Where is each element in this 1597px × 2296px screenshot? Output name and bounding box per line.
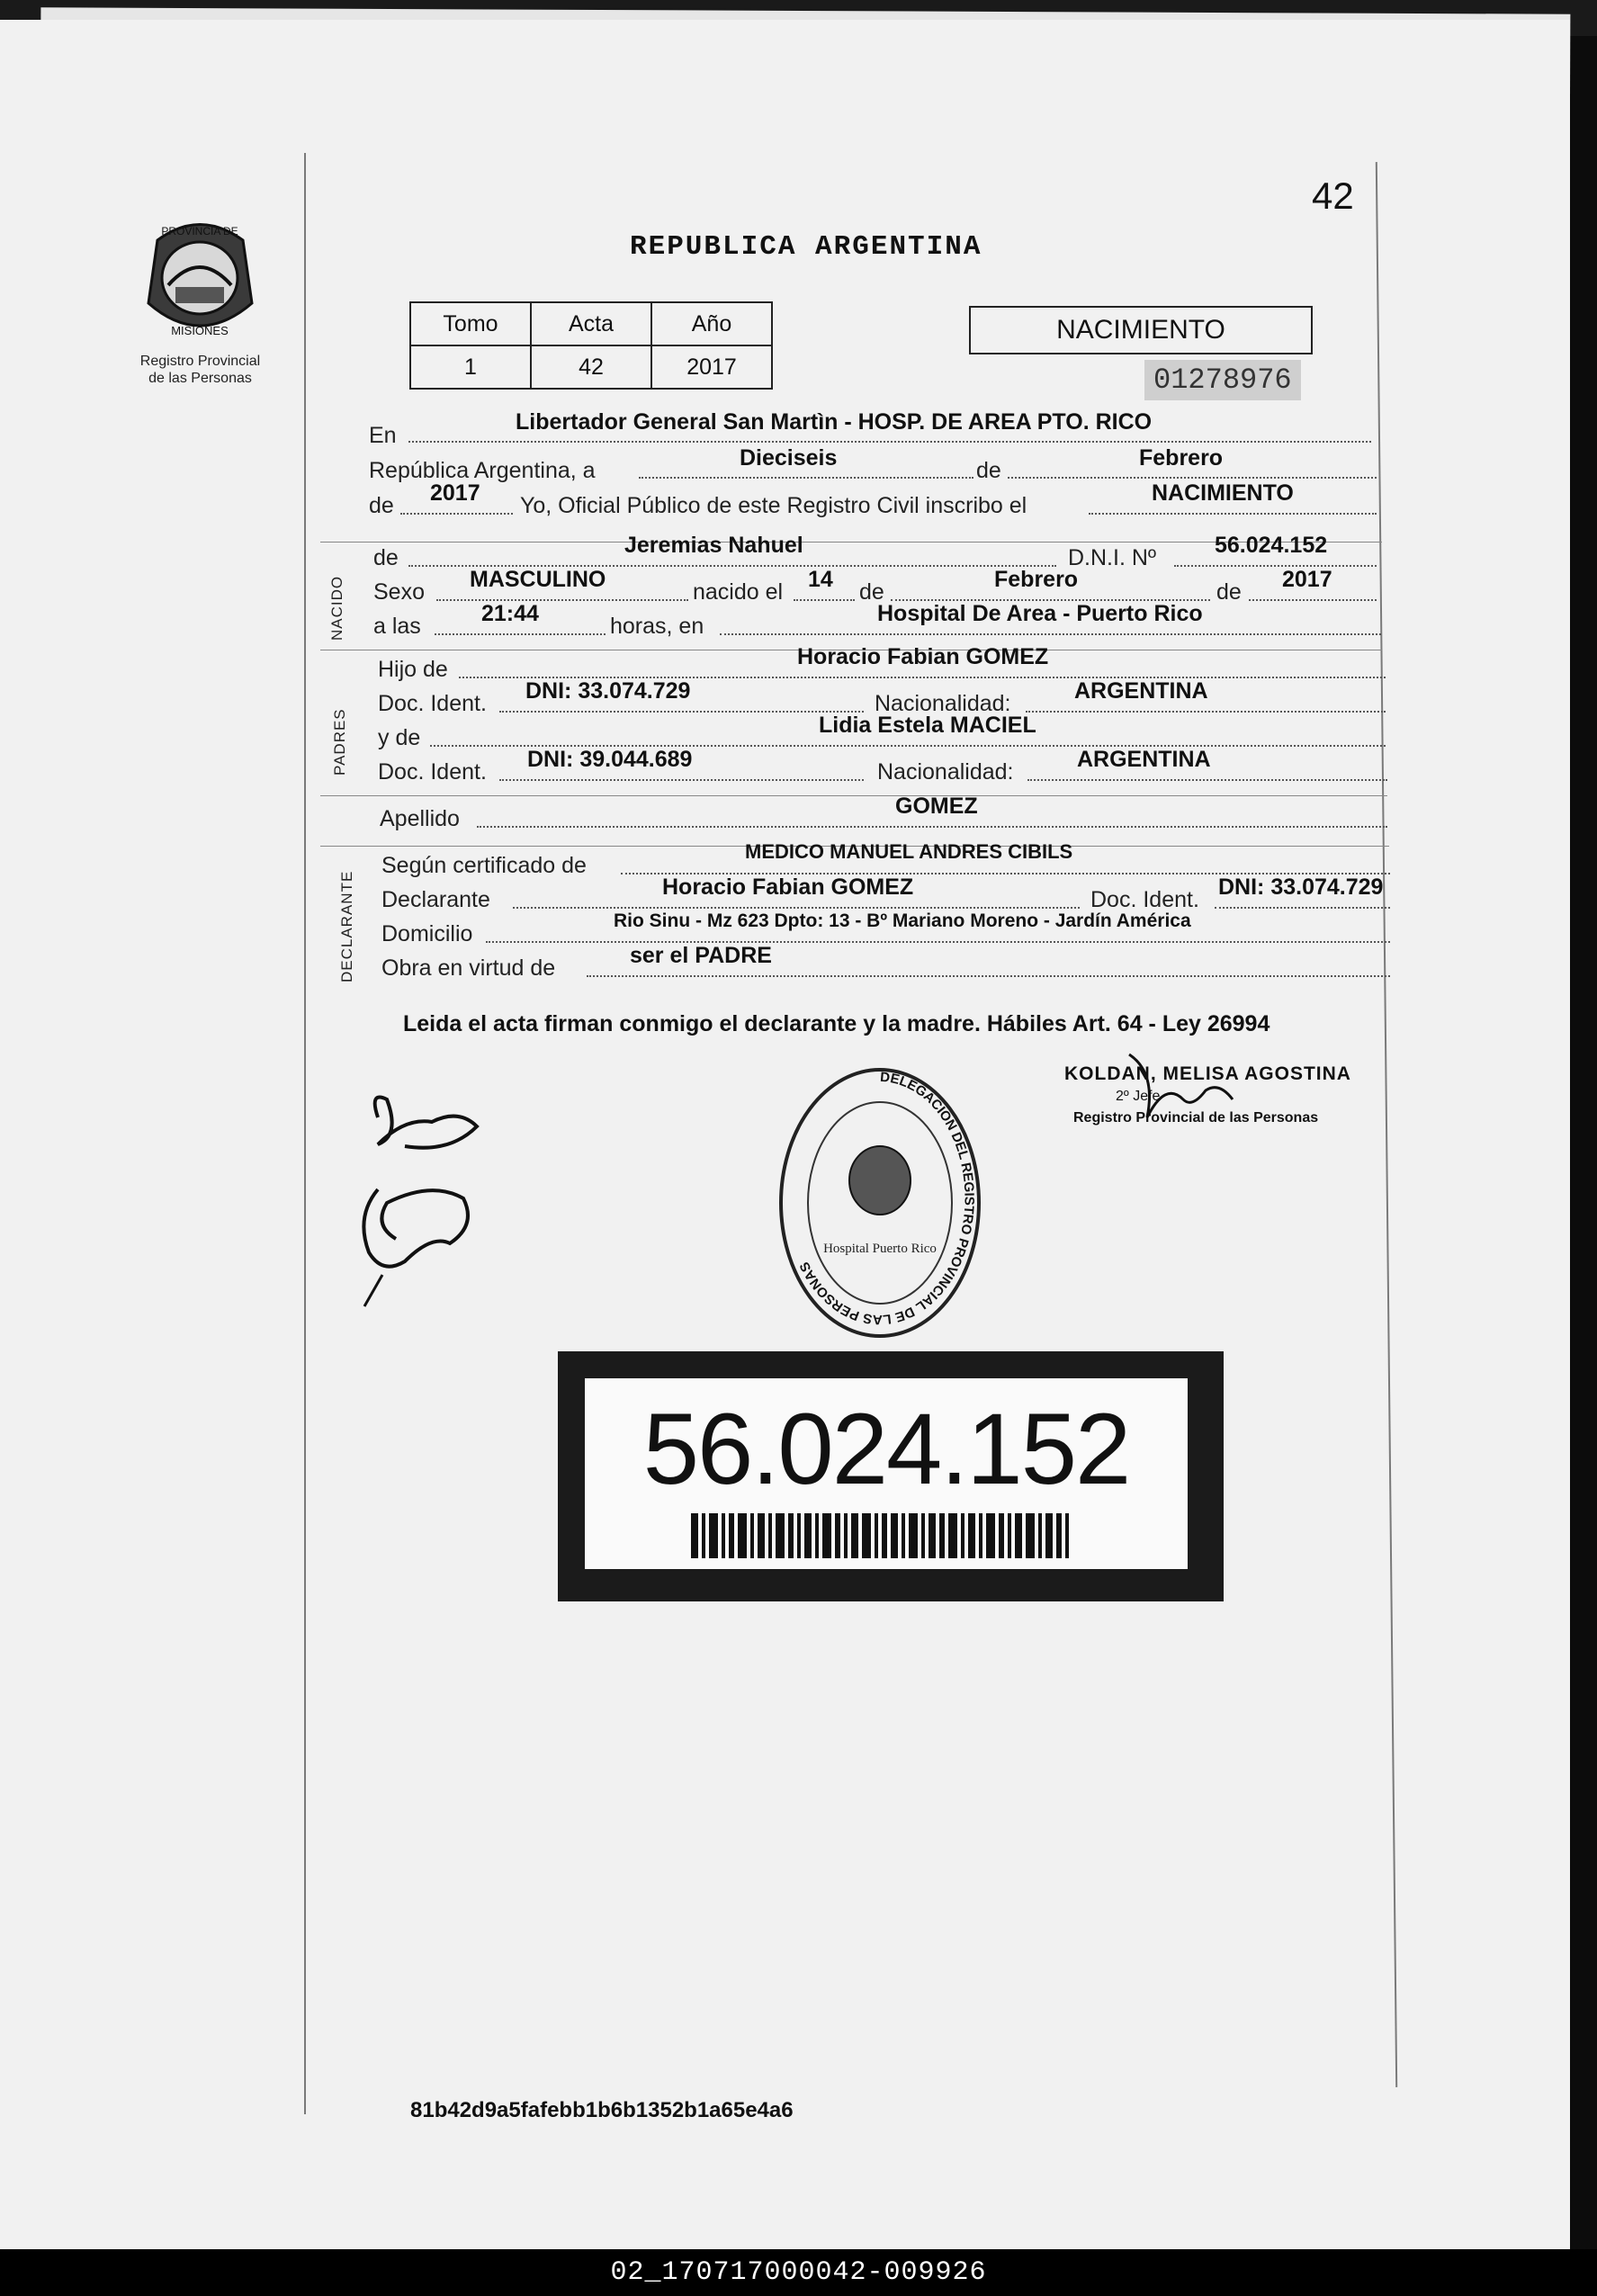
dotted-line	[1174, 565, 1377, 567]
seal-label: Registro Provincial de las Personas	[139, 354, 261, 386]
officer-office: Registro Provincial de las Personas	[1073, 1110, 1319, 1126]
page-title: REPUBLICA ARGENTINA	[630, 231, 982, 263]
value-padre-doc: DNI: 33.074.729	[525, 678, 691, 704]
value-sexo: MASCULINO	[470, 567, 606, 592]
value-mes-inscripcion: Febrero	[1139, 445, 1224, 471]
value-padre-nac: ARGENTINA	[1074, 678, 1208, 704]
dotted-line	[400, 513, 513, 515]
value-declarante-doc: DNI: 33.074.729	[1218, 874, 1384, 900]
value-dia-nac: 14	[808, 567, 833, 592]
value-hora: 21:44	[481, 601, 539, 626]
official-stamp	[772, 1054, 988, 1351]
value-nombre: Jeremias Nahuel	[624, 533, 803, 558]
value-dni: 56.024.152	[1215, 533, 1328, 558]
table-header: Acta	[531, 302, 651, 345]
document-page: PROVINCIA DE MISIONES Registro Provincial de las Personas 42 REPUBLICA ARGENTINA Tomo Acta Año 1 42 2017 NACIMIENTO 01278976 En Libertador General San Martìn - HOSP. DE AREA PTO. RICO República Argentina, a Dieciseis de Febrero de 2017 Yo, Oficial Público de este Registro Civil inscribo el NACIMIENTO NACIDO de Jeremias Nahuel D.N.I. Nº 56.024.152 Sexo MASCULINO nacido el 14 de Febrero de 2017 a las 21:44 horas, en Hospital De Area - Puerto Rico PADRES Hijo de Horacio Fabian GOMEZ Doc. Ident. DNI: 33.074.729 Nacionalidad: ARGENTINA y de Lidia Estela MACIEL Doc. Ident. DNI: 39.044.689 Nacionalidad: ARGENTINA Apellido GOMEZ DECLARANTE Según certificado de MEDICO MANUEL ANDRES CIBILS Declarante Horacio Fabian GOMEZ Doc. Ident. DNI: 33.074.729 Domicilio Rio Sinu - Mz 623 Dpto: 13 - Bº Mariano Moreno - Jardín América Obra en virtud de ser el PADRE Leida el acta firman conmigo el declarante y la madre. Hábiles Art. 64 - Ley 26994 KOLDAN, MELISA AGOSTINA 2º Jefe Registro Provincial de las Personas DELEGACION DEL REGISTRO PROVINCIAL DE LAS PERSONAS Hospital Puerto Rico 56.024.152 81b42d9a5fafebb1b6b1352b1a65e4a6	[0, 20, 1570, 2251]
value-anio-inscripcion: 2017	[430, 480, 480, 506]
dotted-line	[794, 599, 855, 601]
table-header: Tomo	[410, 302, 531, 345]
page-number: 42	[1312, 175, 1354, 217]
value-padre: Horacio Fabian GOMEZ	[797, 644, 1049, 669]
officer-signature-icon	[1120, 1045, 1246, 1126]
value-lugar: Libertador General San Martìn - HOSP. DE AREA PTO. RICO	[516, 409, 1153, 435]
table-cell: 42	[531, 345, 651, 389]
barcode-number: 56.024.152	[642, 1393, 1130, 1505]
table-cell: 2017	[651, 345, 772, 389]
table-header-row	[410, 302, 772, 345]
dotted-line	[499, 711, 864, 713]
section-divider	[320, 795, 1387, 796]
value-acto: NACIMIENTO	[1152, 480, 1294, 506]
signature-icon	[351, 1081, 531, 1315]
dotted-line	[1026, 711, 1386, 713]
value-apellido: GOMEZ	[895, 794, 978, 819]
table-row	[410, 345, 772, 389]
dotted-line	[1215, 907, 1390, 909]
side-label-declarante: DECLARANTE	[338, 870, 355, 982]
serial-number: 01278976	[1144, 360, 1301, 400]
barcode-inner	[585, 1378, 1188, 1569]
dotted-line	[587, 975, 1390, 977]
value-madre: Lidia Estela MACIEL	[819, 713, 1036, 738]
document-hash: 81b42d9a5fafebb1b6b1352b1a65e4a6	[410, 2098, 794, 2122]
dotted-line	[639, 477, 973, 479]
value-declarante: Horacio Fabian GOMEZ	[662, 874, 914, 900]
officer-name: KOLDAN, MELISA AGOSTINA	[1064, 1063, 1351, 1084]
side-label-nacido: NACIDO	[328, 575, 345, 641]
svg-text:Hospital Puerto Rico: Hospital Puerto Rico	[823, 1242, 937, 1256]
dotted-line	[720, 633, 1381, 635]
left-margin-line	[304, 153, 306, 2114]
svg-text:DELEGACION DEL REGISTRO PROVIN: DELEGACION DEL REGISTRO PROVINCIAL DE LAS PERSONAS	[796, 1069, 977, 1328]
province-seal	[121, 213, 279, 387]
dotted-line	[435, 633, 606, 635]
dotted-line	[1008, 477, 1377, 479]
barcode-label	[558, 1351, 1224, 1601]
value-madre-doc: DNI: 39.044.689	[527, 747, 693, 772]
officer-title: 2º Jefe	[1116, 1089, 1161, 1104]
dotted-line	[477, 826, 1387, 828]
right-margin-line	[1376, 162, 1397, 2087]
tomo-acta-table	[409, 301, 773, 390]
act-type-box: NACIMIENTO	[969, 306, 1313, 354]
dotted-line	[513, 907, 1080, 909]
svg-text:PROVINCIA DE: PROVINCIA DE	[161, 225, 238, 238]
value-madre-nac: ARGENTINA	[1077, 747, 1211, 772]
closing-text: Leida el acta firman conmigo el declarante y la madre. Hábiles Art. 64 - Ley 26994	[403, 1011, 1270, 1036]
dotted-line	[499, 779, 864, 781]
barcode-bars	[691, 1513, 1081, 1558]
value-lugar-nac: Hospital De Area - Puerto Rico	[877, 601, 1203, 626]
table-header: Año	[651, 302, 772, 345]
value-dia-inscripcion: Dieciseis	[740, 445, 838, 471]
value-anio-nac: 2017	[1282, 567, 1332, 592]
value-obra: ser el PADRE	[630, 943, 772, 968]
dotted-line	[436, 599, 688, 601]
dotted-line	[1089, 513, 1377, 515]
footer-id: 02_170717000042-009926	[0, 2249, 1597, 2296]
dotted-line	[408, 441, 1371, 443]
misiones-seal-icon	[121, 213, 279, 348]
table-cell: 1	[410, 345, 531, 389]
svg-text:MISIONES: MISIONES	[171, 324, 229, 337]
dotted-line	[486, 941, 1390, 943]
value-domicilio: Rio Sinu - Mz 623 Dpto: 13 - Bº Mariano Moreno - Jardín América	[614, 910, 1191, 931]
value-certificado: MEDICO MANUEL ANDRES CIBILS	[745, 840, 1073, 863]
value-mes-nac: Febrero	[994, 567, 1079, 592]
side-label-padres: PADRES	[331, 708, 348, 776]
dotted-line	[1249, 599, 1377, 601]
dotted-line	[1027, 779, 1387, 781]
